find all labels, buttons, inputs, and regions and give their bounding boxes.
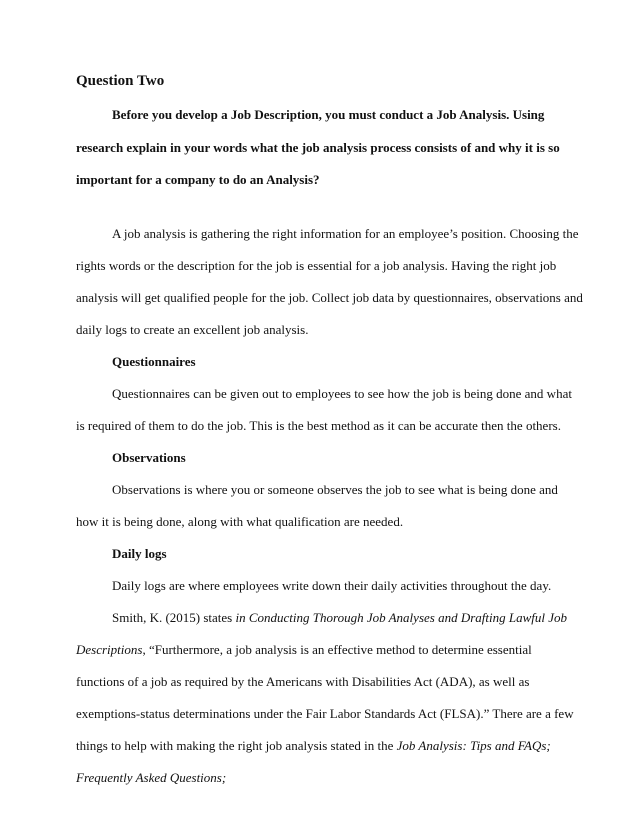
- observations-line-1: Observations is where you or someone observes the job to see what is being done and: [112, 482, 558, 497]
- prompt-line-1: Before you develop a Job Description, you must conduct a Job Analysis. Using: [112, 107, 545, 122]
- questionnaires-heading: Questionnaires: [112, 354, 196, 369]
- citation-line-6: Frequently Asked Questions;: [76, 770, 227, 785]
- prompt-line-2: research explain in your words what the job analysis process consists of and why it is so: [76, 140, 560, 155]
- intro-line-1: A job analysis is gathering the right information for an employee’s position. Choosing the: [112, 226, 579, 241]
- citation-text: things to help with making the right job analysis stated in the: [76, 738, 397, 753]
- citation-line-5: [76, 738, 551, 754]
- intro-line-3: analysis will get qualified people for the job. Collect job data by questionnaires, observations and: [76, 290, 583, 305]
- daily-logs-heading: Daily logs: [112, 546, 167, 561]
- intro-line-2: rights words or the description for the job is essential for a job analysis. Having the right job: [76, 258, 557, 273]
- intro-line-4: daily logs to create an excellent job analysis.: [76, 322, 309, 337]
- daily-logs-line-1: Daily logs are where employees write down their daily activities throughout the day.: [112, 578, 552, 593]
- citation-title: Job Analysis: Tips and FAQs;: [396, 738, 551, 753]
- section-heading: Question Two: [76, 73, 165, 89]
- questionnaires-line-2: is required of them to do the job. This is the best method as it can be accurate then the others.: [76, 418, 561, 433]
- citation-line-2: [76, 642, 532, 658]
- observations-line-2: how it is being done, along with what qualification are needed.: [76, 514, 404, 529]
- citation-text: , “Furthermore, a job analysis is an effective method to determine essential: [142, 642, 532, 657]
- prompt-line-3: important for a company to do an Analysis?: [76, 172, 320, 187]
- questionnaires-line-1: Questionnaires can be given out to employees to see how the job is being done and what: [112, 386, 572, 401]
- observations-heading: Observations: [112, 450, 186, 465]
- citation-line-3: functions of a job as required by the Americans with Disabilities Act (ADA), as well as: [76, 674, 530, 689]
- citation-line-1: [112, 610, 567, 626]
- citation-line-4: exemptions-status determinations under the Fair Labor Standards Act (FLSA).” There are a few: [76, 706, 574, 721]
- citation-title: Descriptions: [76, 642, 143, 657]
- citation-text: Smith, K. (2015) states: [112, 610, 236, 625]
- citation-title: in Conducting Thorough Job Analyses and Drafting Lawful Job: [235, 610, 568, 625]
